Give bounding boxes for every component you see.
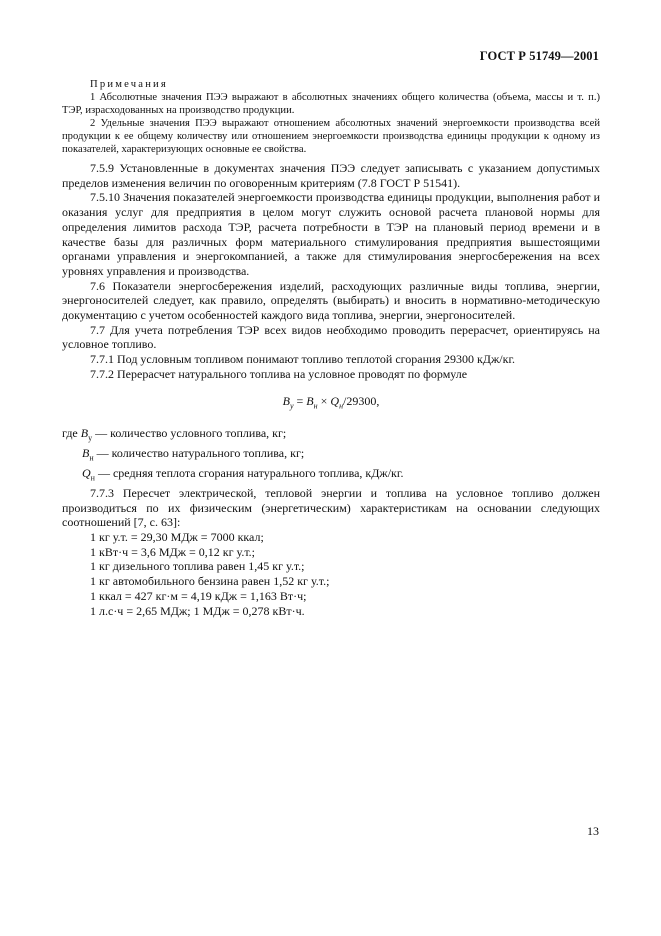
paragraph-7-6: 7.6 Показатели энергосбережения изделий, расходующих различные виды топлива, энергии, энергоносителей следует, как правило, определять (выбирать) и вносить в нормативно-методическую документацию с учетом особенностей каждого вида топлива, энергии, энергоносителей. xyxy=(62,278,600,323)
definition-qn: $Q_н$ — средняя теплота сгорания натурального топлива, кДж/кг. xyxy=(82,465,404,483)
main-text xyxy=(62,161,600,618)
ratio-item: 1 кг автомобильного бензина равен 1,52 кг у.т.; xyxy=(90,574,330,589)
paragraph-7-7-3: 7.7.3 Пересчет электрической, тепловой энергии и топлива на условное топливо должен производиться по их физическим (энергетическим) характеристикам на основании следующих соотношений [7, с. 63]: xyxy=(62,485,600,530)
notes-title: Примечания xyxy=(90,79,168,90)
paragraph-7-7-2: 7.7.2 Перерасчет натурального топлива на условное проводят по формуле xyxy=(90,366,468,381)
note-2: 2 Удельные значения ПЭЭ выражают отношением абсолютных значений энергоемкости производства всей продукции к ее общему количеству или отношением энергоемкости производства единицы продукции к одному из показателей, характеризующих основные ее свойства. xyxy=(62,117,600,155)
ratio-list xyxy=(62,530,600,618)
paragraph-7-7: 7.7 Для учета потребления ТЭР всех видов необходимо проводить перерасчет, ориентируясь на условное топливо. xyxy=(62,322,600,352)
ratio-item: 1 ккал = 427 кг·м = 4,19 кДж = 1,163 Вт·ч; xyxy=(90,588,307,603)
paragraph-7-5-10: 7.5.10 Значения показателей энергоемкости производства единицы продукции, выполнения работ и оказания услуг для предприятия в целом могут служить основой расчета плановой нормы для определения лимитов расхода ТЭР, расчета потребности в ТЭР на плановый период времени и в качестве базы для различных форм материального стимулирования предприятия вышестоящими органами управления и энергокомпанией, а также для стимулирования энергосбережения на всех уровнях управления и производства. xyxy=(62,190,600,278)
ratio-item: 1 л.с·ч = 2,65 МДж; 1 МДж = 0,278 кВт·ч. xyxy=(90,603,305,618)
page-number: 13 xyxy=(587,824,599,838)
standard-header: ГОСТ Р 51749—2001 xyxy=(479,49,599,63)
notes-block xyxy=(62,79,600,156)
note-1: 1 Абсолютные значения ПЭЭ выражают в абсолютных значениях общего количества (объема, массы и т. п.) ТЭР, израсходованных на производство продукции. xyxy=(62,91,600,116)
paragraph-7-5-9: 7.5.9 Установленные в документах значения ПЭЭ следует записывать с указанием допустимых пределов изменения величин по оговоренным критериям (7.8 ГОСТ Р 51541). xyxy=(62,161,600,190)
ratio-item: 1 кг дизельного топлива равен 1,45 кг у.т.; xyxy=(90,559,305,574)
definition-bn: $B_н$ — количество натурального топлива, кг; xyxy=(82,445,305,463)
ratio-item: 1 кг у.т. = 29,30 МДж = 7000 ккал; xyxy=(90,530,264,545)
conversion-formula: $B_у = B_н \times Q_н/29300$, xyxy=(282,393,380,410)
paragraph-7-7-1: 7.7.1 Под условным топливом понимают топливо теплотой сгорания 29300 кДж/кг. xyxy=(90,352,516,367)
definition-by: где $B_у$ — количество условного топлива, кг; xyxy=(62,425,287,443)
ratio-item: 1 кВт·ч = 3,6 МДж = 0,12 кг у.т.; xyxy=(90,544,256,559)
